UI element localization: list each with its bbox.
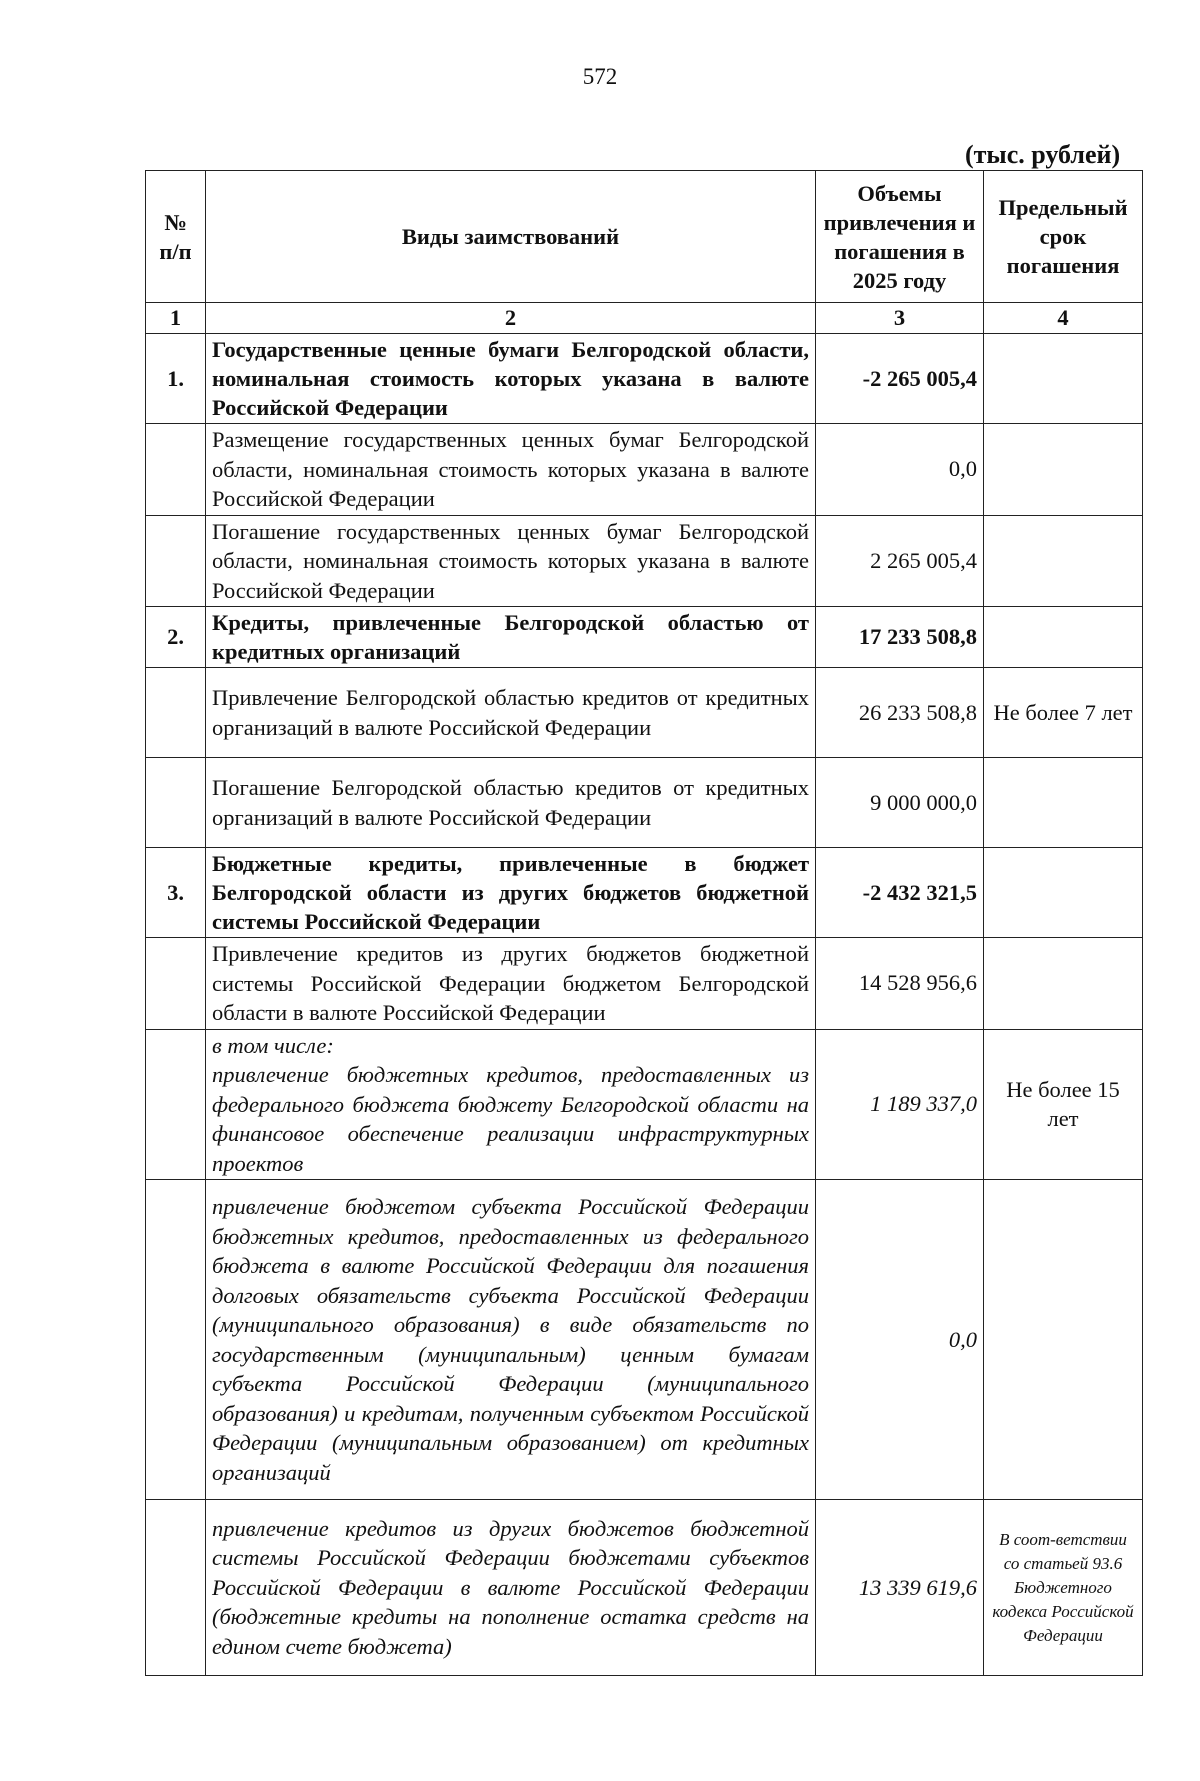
row-value: 17 233 508,8 xyxy=(816,607,984,668)
row-value: 9 000 000,0 xyxy=(816,758,984,848)
header-num: № п/п xyxy=(146,171,206,303)
table-row xyxy=(146,607,1143,668)
row-number xyxy=(146,515,206,607)
row-value: 0,0 xyxy=(816,1180,984,1500)
row-text-block xyxy=(206,1029,816,1180)
column-number: 4 xyxy=(984,303,1143,334)
column-number: 1 xyxy=(146,303,206,334)
table-row xyxy=(146,334,1143,424)
header-type: Виды заимствований xyxy=(206,171,816,303)
row-value: -2 432 321,5 xyxy=(816,848,984,938)
row-term xyxy=(984,1180,1143,1500)
row-term xyxy=(984,334,1143,424)
row-term xyxy=(984,424,1143,516)
row-text: Привлечение кредитов из других бюджетов бюджетной системы Российской Федерации бюджетом Белгородской области в валюте Российской Федерации xyxy=(206,938,816,1030)
row-value: 26 233 508,8 xyxy=(816,668,984,758)
row-text: Размещение государственных ценных бумаг Белгородской области, номинальная стоимость которых указана в валюте Российской Федерации xyxy=(206,424,816,516)
row-value: 2 265 005,4 xyxy=(816,515,984,607)
row-term: Не более 7 лет xyxy=(984,668,1143,758)
row-text: Кредиты, привлеченные Белгородской областью от кредитных организаций xyxy=(206,607,816,668)
row-term: Не более 15 лет xyxy=(984,1029,1143,1180)
column-number: 3 xyxy=(816,303,984,334)
row-number xyxy=(146,668,206,758)
table-row xyxy=(146,848,1143,938)
row-value: 14 528 956,6 xyxy=(816,938,984,1030)
table-row xyxy=(146,758,1143,848)
row-number xyxy=(146,1029,206,1180)
row-term xyxy=(984,515,1143,607)
row-number xyxy=(146,938,206,1030)
row-text: привлечение бюджетом субъекта Российской Федерации бюджетных кредитов, предоставленных из федерального бюджета в валюте Российской Федерации для погашения долговых обязательств субъекта Российской Федерации (муниципального образования) в виде обязательств по государственным (муниципальным) ценным бумагам субъекта Российской Федерации (муниципального образования) и кредитам, полученным субъектом Российской Федерации (муниципальным образованием) от кредитных организаций xyxy=(206,1180,816,1500)
table-row xyxy=(146,668,1143,758)
row-number xyxy=(146,758,206,848)
row-value: 1 189 337,0 xyxy=(816,1029,984,1180)
row-text: Привлечение Белгородской областью кредитов от кредитных организаций в валюте Российской Федерации xyxy=(206,668,816,758)
table-header-row xyxy=(146,171,1143,303)
borrowings-table xyxy=(145,170,1143,1676)
header-term: Предельный срок погашения xyxy=(984,171,1143,303)
header-volume: Объемы привлечения и погашения в 2025 году xyxy=(816,171,984,303)
row-text: привлечение бюджетных кредитов, предоставленных из федерального бюджета бюджету Белгородской области на финансовое обеспечение реализации инфраструктурных проектов xyxy=(212,1062,809,1176)
row-text: привлечение кредитов из других бюджетов бюджетной системы Российской Федерации бюджетами субъектов Российской Федерации в валюте Российской Федерации (бюджетные кредиты на пополнение остатка средств на едином счете бюджета) xyxy=(206,1500,816,1676)
row-term xyxy=(984,758,1143,848)
row-term: В соот-ветствии со статьей 93.6 Бюджетного кодекса Российской Федерации xyxy=(984,1500,1143,1676)
row-number: 1. xyxy=(146,334,206,424)
row-number: 3. xyxy=(146,848,206,938)
row-text: Бюджетные кредиты, привлеченные в бюджет Белгородской области из других бюджетов бюджетной системы Российской Федерации xyxy=(206,848,816,938)
unit-label: (тыс. рублей) xyxy=(965,140,1121,169)
row-text-prefix: в том числе: xyxy=(212,1032,334,1058)
table-row xyxy=(146,1029,1143,1180)
table-row xyxy=(146,424,1143,516)
row-value: 0,0 xyxy=(816,424,984,516)
row-value: 13 339 619,6 xyxy=(816,1500,984,1676)
table-row xyxy=(146,1180,1143,1500)
row-number xyxy=(146,1500,206,1676)
row-term xyxy=(984,607,1143,668)
row-text: Погашение государственных ценных бумаг Белгородской области, номинальная стоимость которых указана в валюте Российской Федерации xyxy=(206,515,816,607)
table-row xyxy=(146,1500,1143,1676)
row-number: 2. xyxy=(146,607,206,668)
table-row xyxy=(146,938,1143,1030)
row-value: -2 265 005,4 xyxy=(816,334,984,424)
row-term xyxy=(984,938,1143,1030)
row-number xyxy=(146,1180,206,1500)
page-number: 572 xyxy=(582,64,618,89)
row-number xyxy=(146,424,206,516)
table-row xyxy=(146,515,1143,607)
row-term xyxy=(984,848,1143,938)
column-number: 2 xyxy=(206,303,816,334)
column-number-row xyxy=(146,303,1143,334)
row-text: Погашение Белгородской областью кредитов от кредитных организаций в валюте Российской Федерации xyxy=(206,758,816,848)
row-text: Государственные ценные бумаги Белгородской области, номинальная стоимость которых указана в валюте Российской Федерации xyxy=(206,334,816,424)
